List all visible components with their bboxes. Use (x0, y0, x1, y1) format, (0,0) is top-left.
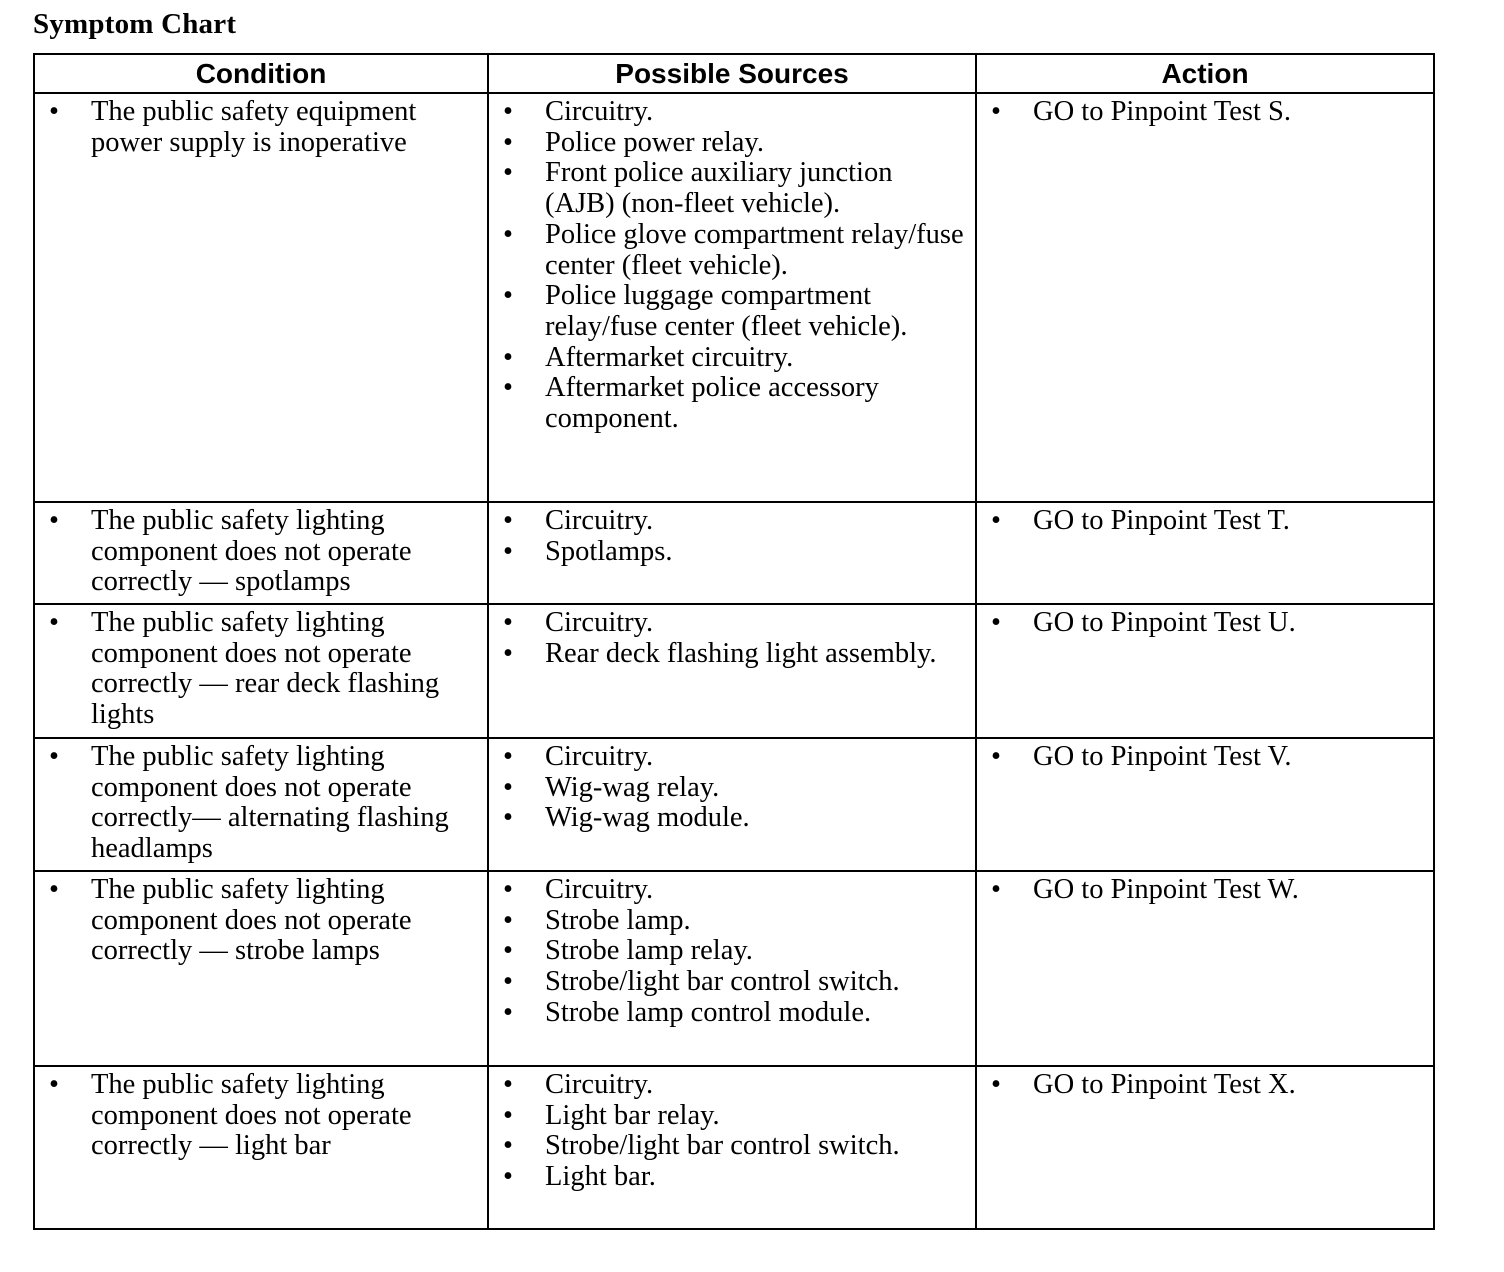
action-cell (976, 604, 1434, 738)
source-item: • Light bar. (503, 1162, 969, 1193)
sources-cell (488, 1066, 976, 1229)
action-item: • GO to Pinpoint Test V. (991, 742, 1427, 773)
source-item: • Aftermarket circuitry. (503, 343, 969, 374)
source-item: • Circuitry. (503, 742, 969, 773)
condition-item: • The public safety lighting component does not operate correctly— alternating flashing headlamps (49, 742, 481, 865)
source-item: • Spotlamps. (503, 537, 969, 568)
source-item: • Police luggage compartment relay/fuse center (fleet vehicle). (503, 281, 969, 342)
source-item: • Circuitry. (503, 608, 969, 639)
condition-cell (34, 93, 488, 502)
action-item: • GO to Pinpoint Test S. (991, 97, 1427, 128)
source-item: • Circuitry. (503, 97, 969, 128)
header-row (34, 54, 1434, 93)
table-row (34, 604, 1434, 738)
condition-item: • The public safety lighting component does not operate correctly — strobe lamps (49, 875, 481, 967)
source-item: • Light bar relay. (503, 1101, 969, 1132)
source-item: • Circuitry. (503, 1070, 969, 1101)
source-item: • Police power relay. (503, 128, 969, 159)
action-item: • GO to Pinpoint Test U. (991, 608, 1427, 639)
condition-cell (34, 871, 488, 1066)
condition-cell (34, 502, 488, 604)
sources-cell (488, 93, 976, 502)
condition-item: • The public safety lighting component does not operate correctly — spotlamps (49, 506, 481, 598)
source-item: • Circuitry. (503, 875, 969, 906)
source-item: • Wig-wag module. (503, 803, 969, 834)
source-item: • Strobe/light bar control switch. (503, 1131, 969, 1162)
source-item: • Strobe lamp. (503, 906, 969, 937)
source-item: • Wig-wag relay. (503, 773, 969, 804)
source-item: • Strobe lamp relay. (503, 936, 969, 967)
action-cell (976, 1066, 1434, 1229)
condition-cell (34, 1066, 488, 1229)
action-cell (976, 93, 1434, 502)
source-item: • Strobe lamp control module. (503, 998, 969, 1029)
action-item: • GO to Pinpoint Test X. (991, 1070, 1427, 1101)
column-header-action: Action (976, 54, 1434, 93)
source-item: • Rear deck flashing light assembly. (503, 639, 969, 670)
action-item: • GO to Pinpoint Test W. (991, 875, 1427, 906)
action-cell (976, 871, 1434, 1066)
table-row (34, 1066, 1434, 1229)
column-header-possible-sources: Possible Sources (488, 54, 976, 93)
table-row (34, 738, 1434, 871)
condition-item: • The public safety equipment power supply is inoperative (49, 97, 481, 158)
source-item: • Aftermarket police accessory component. (503, 373, 969, 434)
table-row (34, 871, 1434, 1066)
table-row (34, 93, 1434, 502)
sources-cell (488, 871, 976, 1066)
action-item: • GO to Pinpoint Test T. (991, 506, 1427, 537)
sources-cell (488, 604, 976, 738)
action-cell (976, 738, 1434, 871)
condition-item: • The public safety lighting component does not operate correctly — light bar (49, 1070, 481, 1162)
source-item: • Strobe/light bar control switch. (503, 967, 969, 998)
table-row (34, 502, 1434, 604)
source-item: • Circuitry. (503, 506, 969, 537)
page-title: Symptom Chart (33, 8, 237, 40)
source-item: • Police glove compartment relay/fuse center (fleet vehicle). (503, 220, 969, 281)
condition-item: • The public safety lighting component does not operate correctly — rear deck flashing lights (49, 608, 481, 731)
column-header-condition: Condition (34, 54, 488, 93)
action-cell (976, 502, 1434, 604)
condition-cell (34, 738, 488, 871)
sources-cell (488, 738, 976, 871)
sources-cell (488, 502, 976, 604)
condition-cell (34, 604, 488, 738)
source-item: • Front police auxiliary junction (AJB) (non-fleet vehicle). (503, 158, 969, 219)
symptom-chart-table (33, 53, 1435, 1230)
